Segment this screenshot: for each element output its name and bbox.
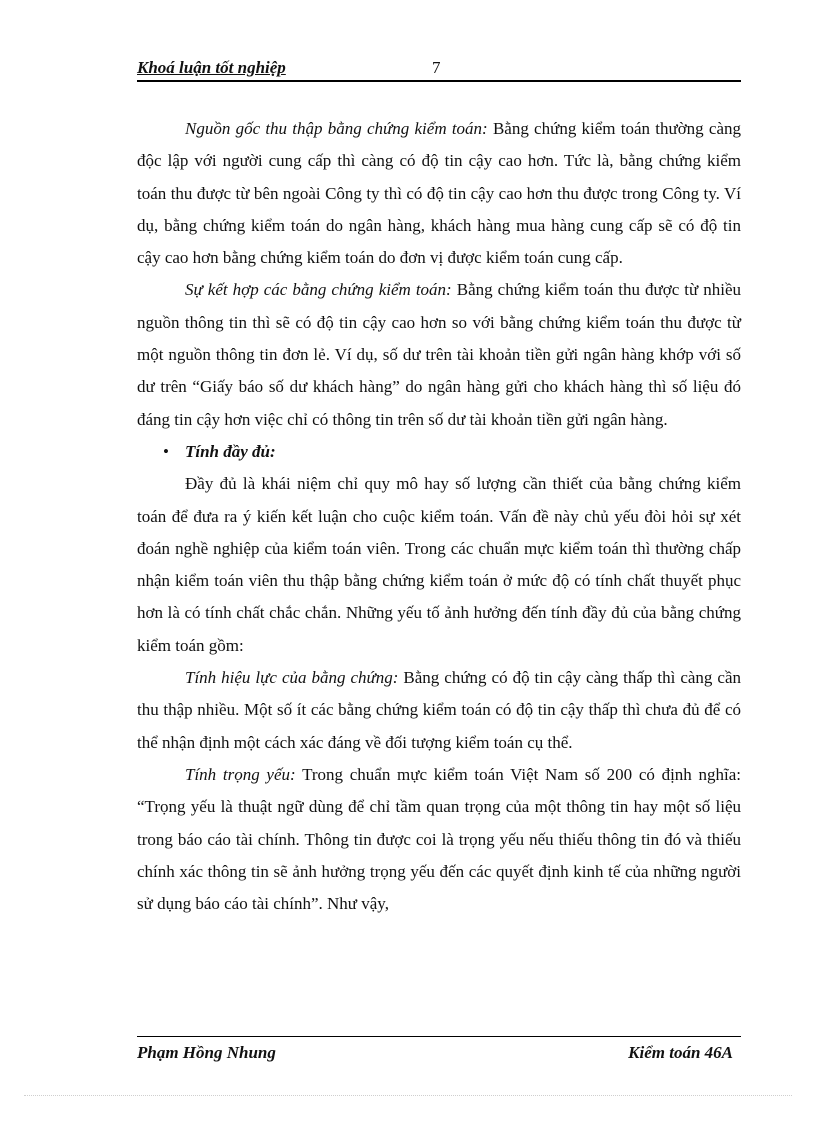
paragraph-lead: Sự kết hợp các bằng chứng kiểm toán: bbox=[185, 280, 452, 300]
paragraph-text: Đầy đủ là khái niệm chỉ quy mô hay số lượng cần thiết của bằng chứng kiểm toán để đưa ra ý kiến kết luận cho cuộc kiểm toán. Vấn đề này chủ yếu đòi hỏi sự xét đoán nghề nghiệp của kiểm toán viên. Trong các chuẩn mực kiểm toán thì thường chấp nhận kiểm toán viên thu thập bằng chứng kiểm toán ở mức độ có tính chất thuyết phục hơn là có tính chất chắc chắn. Những yếu tố ảnh hưởng đến tính đầy đủ của bằng chứng kiểm toán gồm: bbox=[137, 474, 741, 655]
header-title: Khoá luận tốt nghiệp bbox=[137, 58, 286, 77]
page-number: 7 bbox=[432, 58, 441, 77]
paragraph-lead: Tính trọng yếu: bbox=[185, 764, 296, 784]
paragraph-lead: Tính hiệu lực của bằng chứng: bbox=[185, 668, 399, 688]
document-body bbox=[137, 113, 741, 920]
paragraph-text: Bằng chứng có độ tin cậy càng thấp thì càng cần thu thập nhiều. Một số ít các bằng chứng kiểm toán có độ tin cậy thấp thì chưa đủ để có thể nhận định một cách xác đáng về đối tượng kiểm toán cụ thể. bbox=[137, 668, 741, 752]
page-footer bbox=[137, 1036, 741, 1065]
footer-class: Kiểm toán 46A bbox=[628, 1043, 733, 1062]
paragraph-materiality bbox=[137, 759, 741, 920]
bullet-icon: • bbox=[163, 441, 169, 461]
paragraph-sufficiency bbox=[137, 468, 741, 662]
paragraph-text: Trong chuẩn mực kiểm toán Việt Nam số 200 có định nghĩa: “Trọng yếu là thuật ngữ dùng để chỉ tầm quan trọng của một thông tin hay một số liệu trong báo cáo tài chính. Thông tin được coi là trọng yếu nếu thiếu thông tin đó và thiếu chính xác thông tin sẽ ảnh hưởng trọng yếu đến các quyết định kinh tế của những người sử dụng báo cáo tài chính”. Như vậy, bbox=[137, 764, 741, 914]
footer-author: Phạm Hồng Nhung bbox=[137, 1043, 276, 1062]
section-bullet bbox=[137, 436, 741, 468]
paragraph-combination bbox=[137, 274, 741, 435]
paragraph-lead: Nguồn gốc thu thập bằng chứng kiểm toán: bbox=[185, 119, 488, 138]
page-divider bbox=[24, 1095, 792, 1096]
paragraph-text: Bằng chứng kiểm toán thu được từ nhiều nguồn thông tin thì sẽ có độ tin cậy cao hơn so với bằng chứng kiểm toán thu được từ một nguồn thông tin đơn lẻ. Ví dụ, số dư trên tài khoản tiền gửi ngân hàng khớp với số dư trên “Giấy báo số dư khách hàng” do ngân hàng gửi cho khách hàng thì số liệu đó đáng tin cậy hơn việc chỉ có thông tin trên số dư tài khoản tiền gửi ngân hàng. bbox=[137, 280, 741, 429]
page-header bbox=[137, 58, 741, 82]
section-heading: Tính đầy đủ: bbox=[185, 441, 276, 461]
paragraph-source bbox=[137, 113, 741, 274]
paragraph-text: Bằng chứng kiểm toán thường càng độc lập với người cung cấp thì càng có độ tin cậy cao hơn. Tức là, bằng chứng kiểm toán thu được từ bên ngoài Công ty thì có độ tin cậy cao hơn thu được trong Công ty. Ví dụ, bằng chứng kiểm toán do ngân hàng, khách hàng mua hàng cung cấp sẽ có độ tin cậy cao hơn bằng chứng kiểm toán do đơn vị được kiểm toán cung cấp. bbox=[137, 119, 742, 268]
paragraph-validity bbox=[137, 662, 741, 759]
